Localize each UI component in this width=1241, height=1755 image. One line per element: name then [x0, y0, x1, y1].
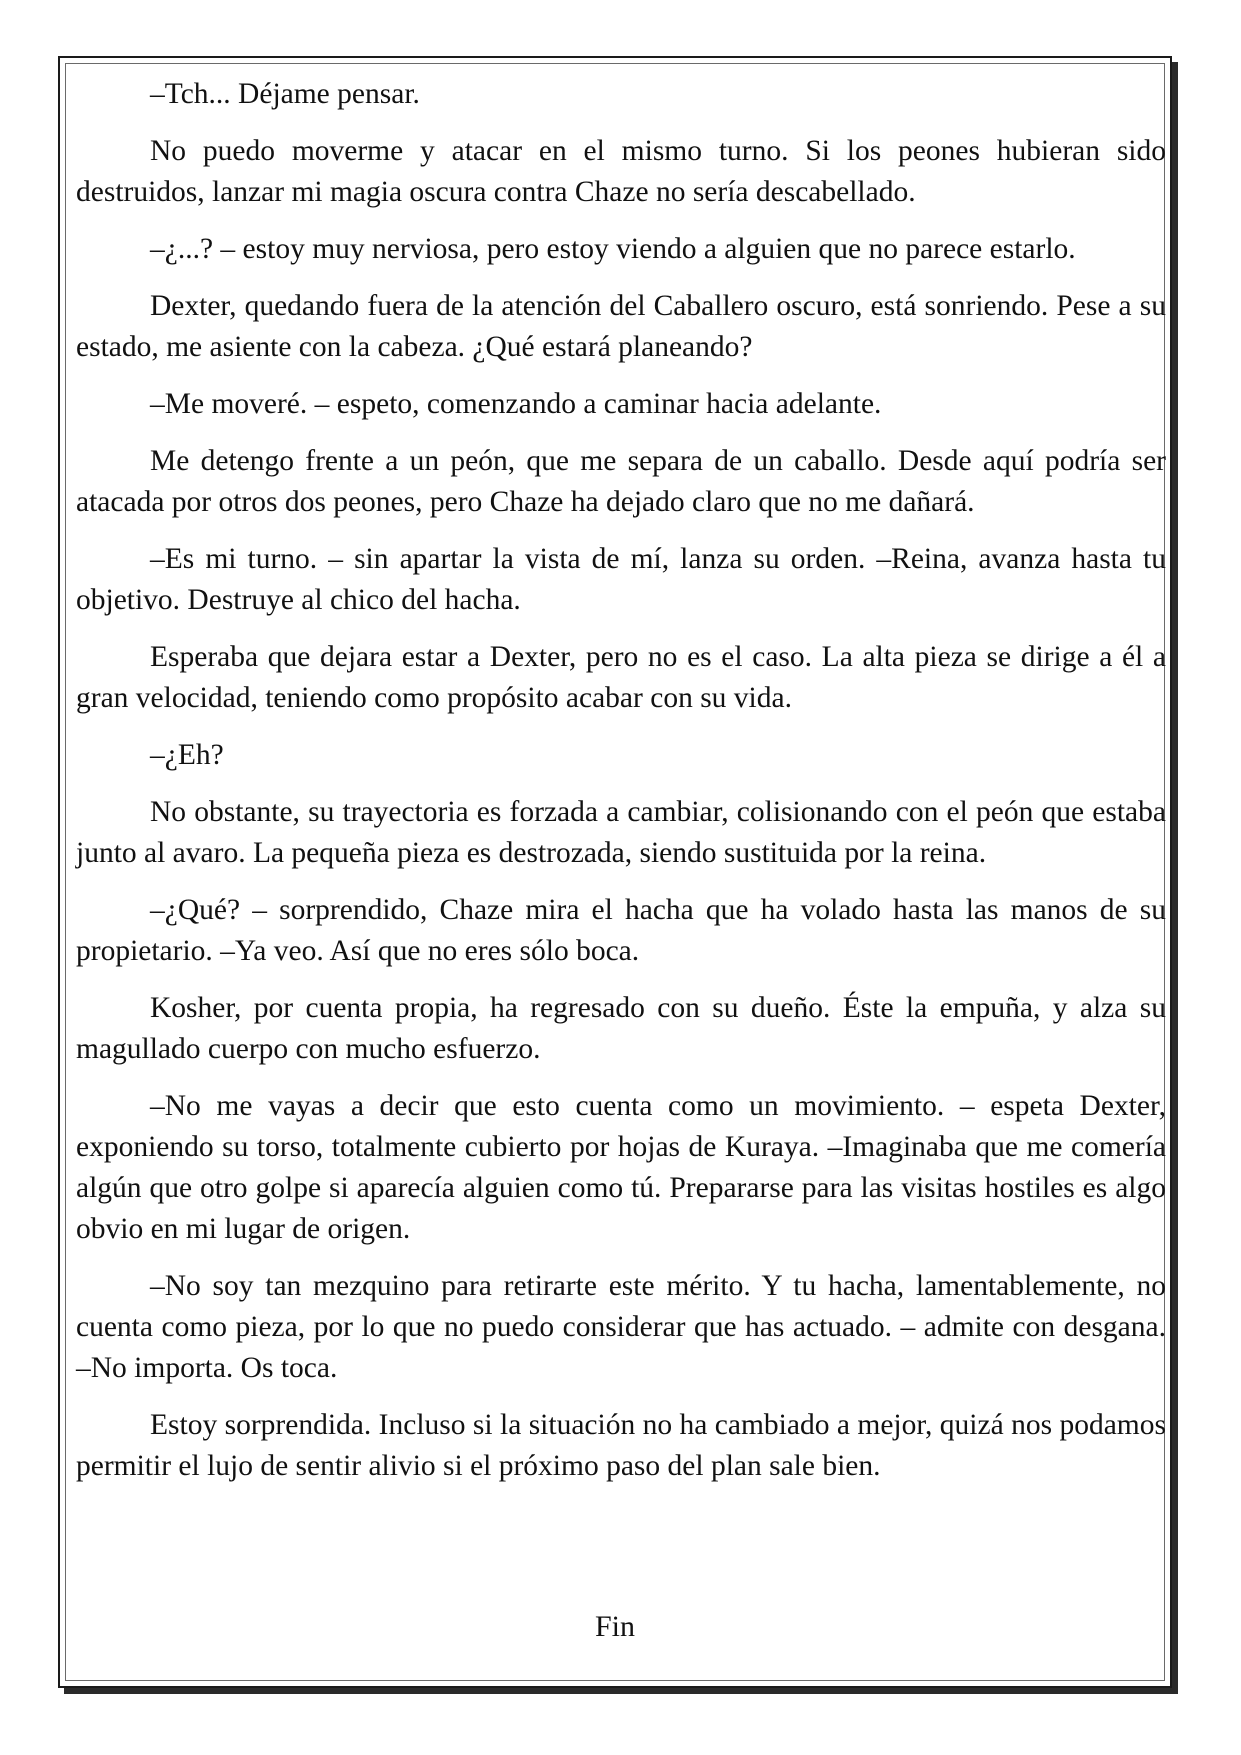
paragraph: –¿...? – estoy muy nerviosa, pero estoy viendo a alguien que no parece estarlo. — [150, 233, 1076, 265]
paragraph: No obstante, su trayectoria es forzada a cambiar, colisionando con el peón que estaba junto al avaro. La pequeña pieza es destrozada, siendo sustituida por la reina. — [76, 796, 1166, 869]
paragraph: –¿Qué? – sorprendido, Chaze mira el hacha que ha volado hasta las manos de su propietario. –Ya veo. Así que no eres sólo boca. — [76, 894, 1166, 967]
body-text — [76, 74, 1166, 1503]
paragraph: Kosher, por cuenta propia, ha regresado con su dueño. Éste la empuña, y alza su magullado cuerpo con mucho esfuerzo. — [76, 992, 1166, 1065]
closing-text: Fin — [594, 1610, 636, 1643]
paragraph: –¿Eh? — [150, 739, 224, 771]
paragraph: –Tch... Déjame pensar. — [150, 78, 420, 110]
page-border — [58, 56, 1172, 1688]
paragraph: Dexter, quedando fuera de la atención del Caballero oscuro, está sonriendo. Pese a su estado, me asiente con la cabeza. ¿Qué estará planeando? — [76, 290, 1166, 363]
paragraph: –Me moveré. – espeto, comenzando a caminar hacia adelante. — [150, 388, 882, 420]
paragraph: Estoy sorprendida. Incluso si la situación no ha cambiado a mejor, quizá nos podamos permitir el lujo de sentir alivio si el próximo paso del plan sale bien. — [76, 1409, 1166, 1482]
paragraph: –Es mi turno. – sin apartar la vista de mí, lanza su orden. –Reina, avanza hasta tu objetivo. Destruye al chico del hacha. — [76, 543, 1166, 616]
paragraph: –No me vayas a decir que esto cuenta como un movimiento. – espeta Dexter, exponiendo su torso, totalmente cubierto por hojas de Kuraya. –Imaginaba que me comería algún que otro golpe si aparecía alguien como tú. Prepararse para las visitas hostiles es algo obvio en mi lugar de origen. — [76, 1090, 1166, 1245]
paragraph: –No soy tan mezquino para retirarte este mérito. Y tu hacha, lamentablemente, no cuenta como pieza, por lo que no puedo considerar que has actuado. – admite con desgana. –No importa. Os toca. — [76, 1270, 1166, 1384]
paragraph: Me detengo frente a un peón, que me separa de un caballo. Desde aquí podría ser atacada por otros dos peones, pero Chaze ha dejado claro que no me dañará. — [76, 445, 1166, 518]
paragraph: Esperaba que dejara estar a Dexter, pero no es el caso. La alta pieza se dirige a él a gran velocidad, teniendo como propósito acabar con su vida. — [76, 641, 1166, 714]
paragraph: No puedo moverme y atacar en el mismo turno. Si los peones hubieran sido destruidos, lanzar mi magia oscura contra Chaze no sería descabellado. — [76, 135, 1166, 208]
